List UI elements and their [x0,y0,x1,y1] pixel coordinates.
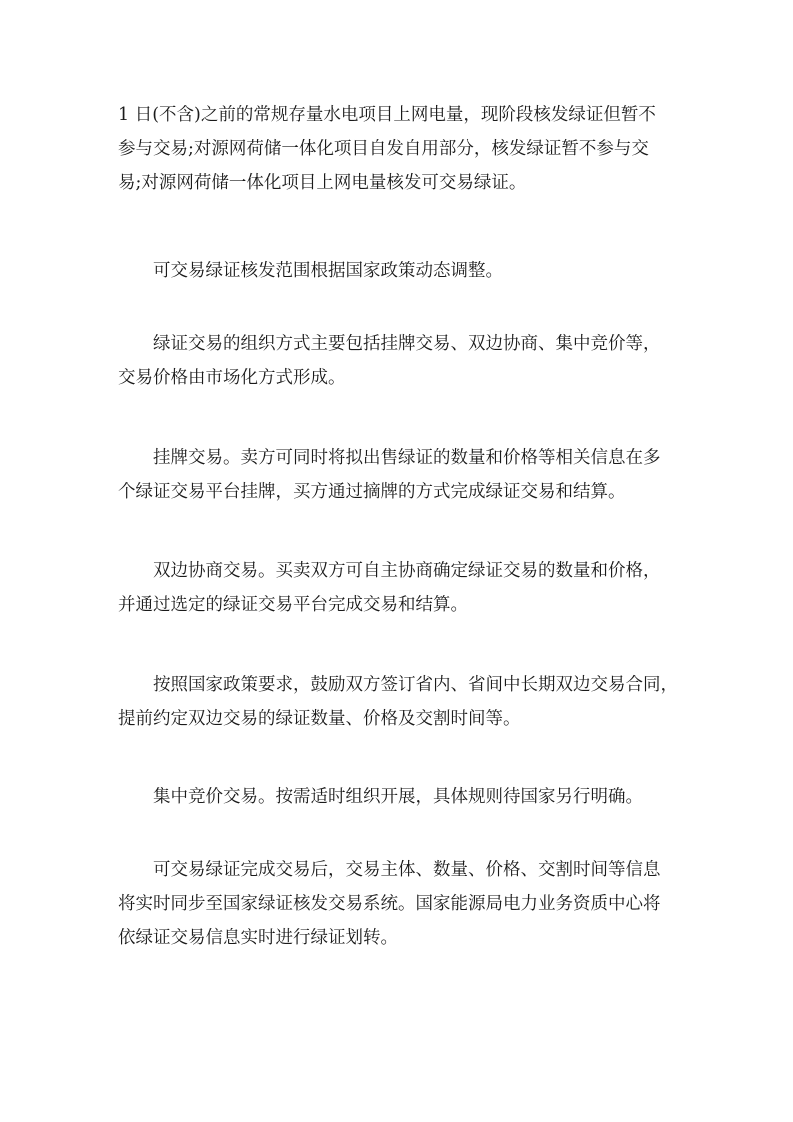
paragraph-7 [118,780,690,814]
paragraph-6-line-2: 提前约定双边交易的绿证数量、价格及交割时间等。 [118,709,521,729]
paragraph-6 [118,668,690,736]
paragraph-4-line-2: 个绿证交易平台挂牌，买方通过摘牌的方式完成绿证交易和结算。 [118,482,626,502]
paragraph-1-line-1: 1 日(不含)之前的常规存量水电项目上网电量，现阶段核发绿证但暂不 [118,105,656,125]
paragraph-1-line-2: 参与交易;对源网荷储一体化项目自发自用部分，核发绿证暂不参与交 [118,139,649,159]
paragraph-1-line-3: 易;对源网荷储一体化项目上网电量核发可交易绿证。 [118,173,527,193]
paragraph-8 [118,853,690,955]
paragraph-2 [118,254,690,288]
paragraph-8-line-2: 将实时同步至国家绿证核发交易系统。国家能源局电力业务资质中心将 [118,894,661,914]
paragraph-5-line-2: 并通过选定的绿证交易平台完成交易和结算。 [118,595,468,615]
paragraph-3-line-2: 交易价格由市场化方式形成。 [118,368,346,388]
paragraph-6-line-1: 按照国家政策要求，鼓励双方签订省内、省间中长期双边交易合同， [153,675,678,695]
paragraph-3-line-1: 绿证交易的组织方式主要包括挂牌交易、双边协商、集中竞价等， [153,334,661,354]
paragraph-4-line-1: 挂牌交易。卖方可同时将拟出售绿证的数量和价格等相关信息在多 [153,448,661,468]
paragraph-3 [118,327,690,395]
paragraph-4 [118,441,690,509]
paragraph-8-line-1: 可交易绿证完成交易后，交易主体、数量、价格、交割时间等信息 [153,860,661,880]
paragraph-5-line-1: 双边协商交易。买卖双方可自主协商确定绿证交易的数量和价格， [153,561,661,581]
paragraph-5 [118,554,690,622]
paragraph-8-line-3: 依绿证交易信息实时进行绿证划转。 [118,928,398,948]
paragraph-2-line-1: 可交易绿证核发范围根据国家政策动态调整。 [153,261,503,281]
paragraph-1 [118,98,690,200]
paragraph-7-line-1: 集中竞价交易。按需适时组织开展，具体规则待国家另行明确。 [153,787,643,807]
